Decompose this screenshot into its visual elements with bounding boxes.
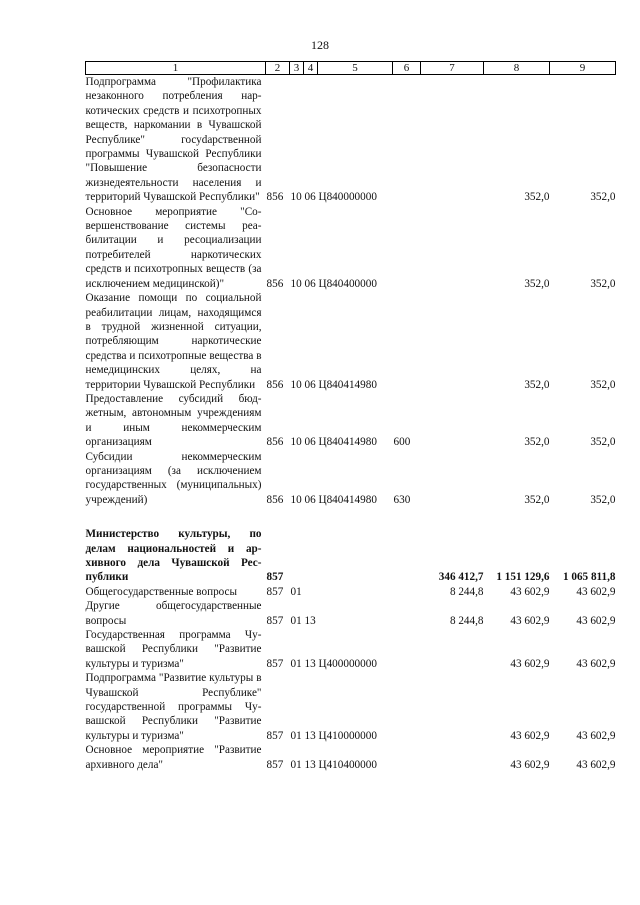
section-code: 10 xyxy=(290,378,302,391)
target-article-code: Ц410000000 xyxy=(318,729,377,742)
column-header: 6 xyxy=(393,62,421,75)
amount-col7: 346 412,7 xyxy=(438,571,484,584)
section-code: 10 xyxy=(290,436,302,449)
amount-col8: 352,0 xyxy=(524,191,550,204)
table-row xyxy=(86,75,616,205)
amount-col7 xyxy=(421,291,484,392)
ministry-code: 856 xyxy=(266,436,284,449)
column-header: 4 xyxy=(304,62,318,75)
amount-col7 xyxy=(421,205,484,291)
subsection-code: 06 xyxy=(304,277,316,290)
amount-col7: 8 244,8 xyxy=(449,614,484,627)
section-code: 01 xyxy=(290,614,302,627)
expense-type-code xyxy=(393,75,421,205)
expense-type-code xyxy=(393,585,421,599)
subsection-code: 13 xyxy=(304,758,316,771)
spacer-cell xyxy=(290,507,304,527)
amount-col7 xyxy=(421,628,484,671)
page-number: 128 xyxy=(311,38,329,52)
column-header: 7 xyxy=(421,62,484,75)
target-article-code: Ц400000000 xyxy=(318,657,377,670)
table-row xyxy=(86,450,616,508)
table-row xyxy=(86,392,616,450)
budget-table xyxy=(85,61,616,772)
subsection-code: 06 xyxy=(304,378,316,391)
ministry-code: 856 xyxy=(266,277,284,290)
spacer-cell xyxy=(550,507,616,527)
column-header: 1 xyxy=(86,62,266,75)
section-code: 01 xyxy=(290,657,302,670)
amount-col9: 352,0 xyxy=(590,277,616,290)
section-code: 10 xyxy=(290,191,302,204)
column-header: 5 xyxy=(318,62,393,75)
expense-type-code xyxy=(393,743,421,772)
table-row xyxy=(86,527,616,585)
row-name: Оказание помощи по социальной реабилитации лицам, находящимся в трудной жизненной ситуации, потребляющим наркотические средства и психотропные вещества в немедицинских целях, на территории Чувашской Республики xyxy=(85,292,262,391)
row-name: Подпрограмма "Развитие культуры в Чувашской Республике" государственной программы Чувашской Республики "Развитие культуры и туризма" xyxy=(85,672,262,742)
target-article-code xyxy=(318,527,393,585)
section-code: 01 xyxy=(290,585,302,598)
row-name: Государственная программа Чувашской Республики "Развитие культуры и туризма" xyxy=(85,629,262,670)
table-header-row xyxy=(86,62,616,75)
spacer-cell xyxy=(421,507,484,527)
expense-type-code xyxy=(393,527,421,585)
ministry-code: 856 xyxy=(266,378,284,391)
subsection-code: 13 xyxy=(304,729,316,742)
row-name: Другие общегосударственные вопросы xyxy=(85,600,262,627)
table-row xyxy=(86,205,616,291)
amount-col8: 352,0 xyxy=(524,436,550,449)
ministry-code: 857 xyxy=(266,585,284,598)
amount-col7 xyxy=(421,450,484,508)
amount-col7 xyxy=(421,743,484,772)
amount-col9: 43 602,9 xyxy=(576,729,616,742)
amount-col9: 43 602,9 xyxy=(576,614,616,627)
row-name: Основное мероприятие "Развитие архивного дела" xyxy=(85,744,262,771)
subsection-code xyxy=(304,527,318,585)
amount-col7 xyxy=(421,671,484,743)
table-row xyxy=(86,599,616,628)
subsection-code: 06 xyxy=(304,436,316,449)
amount-col8: 43 602,9 xyxy=(510,657,550,670)
row-name: Субсидии некоммерческим организациям (за исключением государственных (муниципальных) учреждений) xyxy=(85,450,262,506)
column-header: 2 xyxy=(266,62,290,75)
amount-col9: 352,0 xyxy=(590,493,616,506)
subsection-code: 06 xyxy=(304,493,316,506)
table-row xyxy=(86,743,616,772)
target-article-code: Ц410400000 xyxy=(318,758,377,771)
spacer-cell xyxy=(304,507,318,527)
spacer-cell xyxy=(484,507,550,527)
amount-col7 xyxy=(421,392,484,450)
table-row xyxy=(86,628,616,671)
ministry-code: 857 xyxy=(266,758,284,771)
amount-col9: 352,0 xyxy=(590,378,616,391)
target-article-code: Ц840414980 xyxy=(318,436,377,449)
spacer-cell xyxy=(266,507,290,527)
row-name: Подпрограмма "Профилактика незаконного потребления наркотических средств и психотропных веществ, наркомании в Чувашской Республике" госуdарственной программы Чувашской Республики "Повышение безопасности жизнедеятельности населения и территорий Чувашской Республики" xyxy=(85,76,262,204)
amount-col8: 43 602,9 xyxy=(510,585,550,598)
section-code: 10 xyxy=(290,277,302,290)
amount-col9: 43 602,9 xyxy=(576,657,616,670)
amount-col8: 43 602,9 xyxy=(510,729,550,742)
spacer-row xyxy=(86,507,616,527)
ministry-code: 856 xyxy=(266,493,284,506)
subsection-code: 13 xyxy=(304,614,316,627)
amount-col7 xyxy=(421,75,484,205)
expense-type-code xyxy=(393,599,421,628)
ministry-code: 857 xyxy=(266,729,284,742)
amount-col8: 352,0 xyxy=(524,277,550,290)
spacer-cell xyxy=(86,507,266,527)
expense-type-code xyxy=(393,671,421,743)
subsection-code xyxy=(304,585,318,599)
ministry-code: 856 xyxy=(266,191,284,204)
ministry-code: 857 xyxy=(266,614,284,627)
subsection-code: 13 xyxy=(304,657,316,670)
amount-col8: 352,0 xyxy=(524,493,550,506)
table-body xyxy=(86,75,616,773)
target-article-code: Ц840400000 xyxy=(318,277,377,290)
expense-type-code: 630 xyxy=(393,493,411,506)
row-name: Министерство культуры, по делам национальностей и архивного дела Чувашской Республики xyxy=(85,528,262,584)
amount-col8: 43 602,9 xyxy=(510,614,550,627)
amount-col9: 352,0 xyxy=(590,191,616,204)
row-name: Основное мероприятие "Совершенствование системы реабилитации и ресоциализации потребителей наркотических средств и психотропных веществ (за исключением медицинской)" xyxy=(85,205,262,290)
target-article-code: Ц840414980 xyxy=(318,378,377,391)
amount-col9: 43 602,9 xyxy=(576,758,616,771)
amount-col7: 8 244,8 xyxy=(449,585,484,598)
column-header: 9 xyxy=(550,62,616,75)
expense-type-code xyxy=(393,205,421,291)
row-name: Общегосударственные вопросы xyxy=(85,585,238,598)
spacer-cell xyxy=(318,507,393,527)
ministry-code: 857 xyxy=(266,657,284,670)
spacer-cell xyxy=(393,507,421,527)
table-row xyxy=(86,671,616,743)
expense-type-code xyxy=(393,628,421,671)
amount-col9: 43 602,9 xyxy=(576,585,616,598)
amount-col9: 1 065 811,8 xyxy=(562,571,616,584)
target-article-code xyxy=(318,585,393,599)
target-article-code xyxy=(318,599,393,628)
amount-col8: 43 602,9 xyxy=(510,758,550,771)
expense-type-code xyxy=(393,291,421,392)
target-article-code: Ц840414980 xyxy=(318,493,377,506)
amount-col8: 352,0 xyxy=(524,378,550,391)
section-code xyxy=(290,527,304,585)
column-header: 8 xyxy=(484,62,550,75)
section-code: 01 xyxy=(290,729,302,742)
section-code: 10 xyxy=(290,493,302,506)
section-code: 01 xyxy=(290,758,302,771)
row-name: Предоставление субсидий бюджетным, автономным учреждениям и иным некоммерческим организациям xyxy=(85,392,262,449)
expense-type-code: 600 xyxy=(393,436,411,449)
table-row xyxy=(86,585,616,599)
column-header: 3 xyxy=(290,62,304,75)
subsection-code: 06 xyxy=(304,191,316,204)
amount-col9: 352,0 xyxy=(590,436,616,449)
table-row xyxy=(86,291,616,392)
amount-col8: 1 151 129,6 xyxy=(496,571,550,584)
target-article-code: Ц840000000 xyxy=(318,191,377,204)
ministry-code: 857 xyxy=(266,571,284,584)
